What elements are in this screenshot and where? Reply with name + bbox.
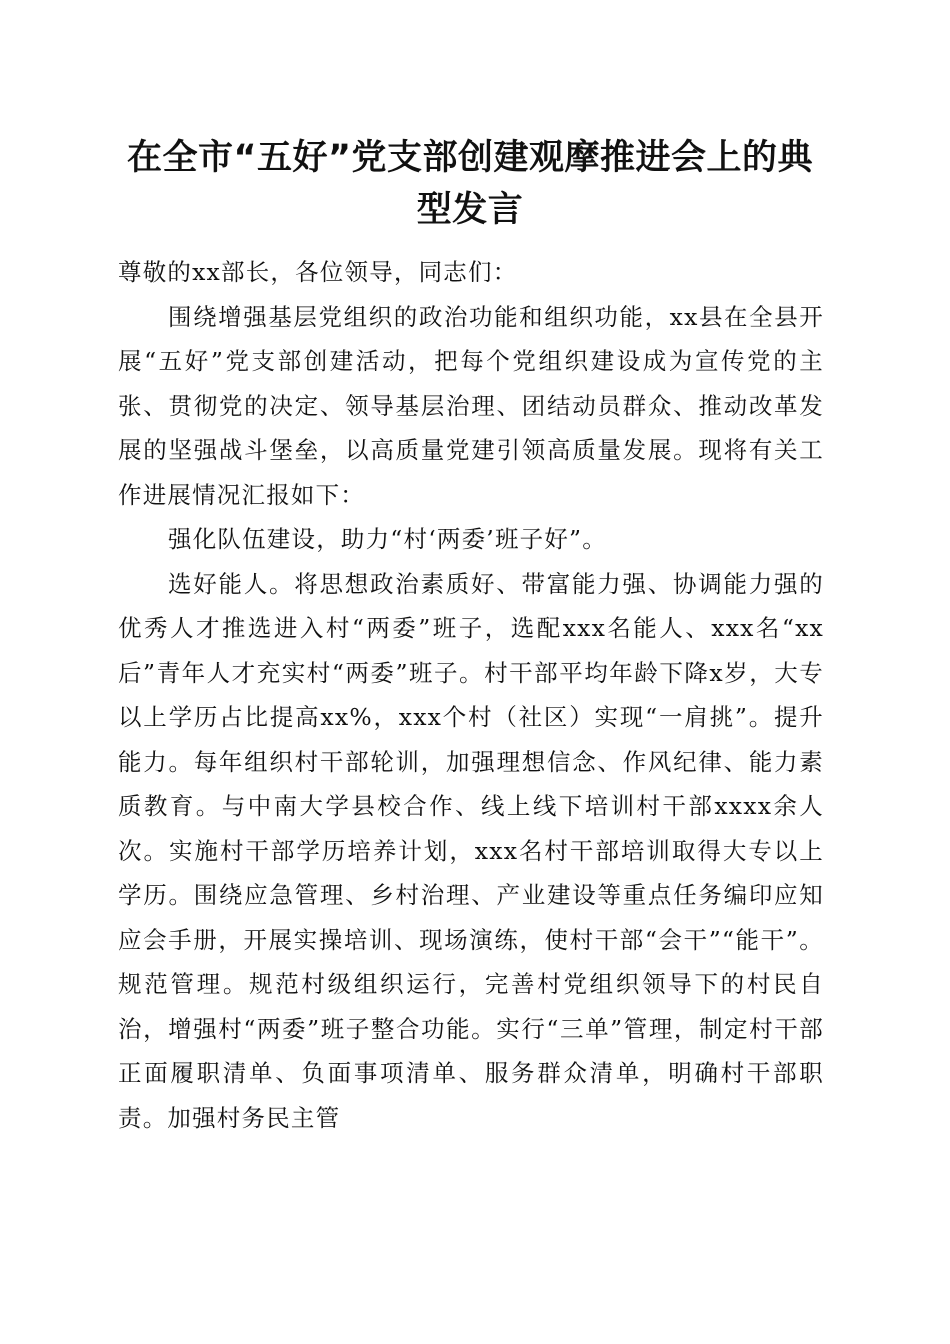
- document-title: 在全市“五好”党支部创建观摩推进会上的典型发言: [126, 138, 813, 230]
- section-heading: 强化队伍建设，助力“村‘两委’班子好”。: [168, 525, 607, 553]
- paragraph-team-building: 选好能人。将思想政治素质好、带富能力强、协调能力强的优秀人才推选进入村“两委”班子，选配xxx名能人、xxx名“xx后”青年人才充实村“两委”班子。村干部平均年龄下降x岁，大专以上学历占比提高xx%，xxx个村（社区）实现“一肩挑”。提升能力。每年组织村干部轮训，加强理想信念、作风纪律、能力素质教育。与中南大学县校合作、线上线下培训村干部xxxx余人次。实施村干部学历培养计划，xxx名村干部培训取得大专以上学历。围绕应急管理、乡村治理、产业建设等重点任务编印应知应会手册，开展实操培训、现场演练，使村干部“会干”“能干”。规范管理。规范村级组织运行，完善村党组织领导下的村民自治，增强村“两委”班子整合功能。实行“三单”管理，制定村干部正面履职清单、负面事项清单、服务群众清单，明确村干部职责。加强村务民主管: [118, 569, 824, 1132]
- salutation: 尊敬的xx部长，各位领导，同志们：: [118, 258, 518, 286]
- document-body: [118, 250, 824, 1140]
- paragraph-intro: 围绕增强基层党组织的政治功能和组织功能，xx县在全县开展“五好”党支部创建活动，把每个党组织建设成为宣传党的主张、贯彻党的决定、领导基层治理、团结动员群众、推动改革发展的坚强战斗堡垒，以高质量党建引领高质量发展。现将有关工作进展情况汇报如下：: [118, 302, 824, 509]
